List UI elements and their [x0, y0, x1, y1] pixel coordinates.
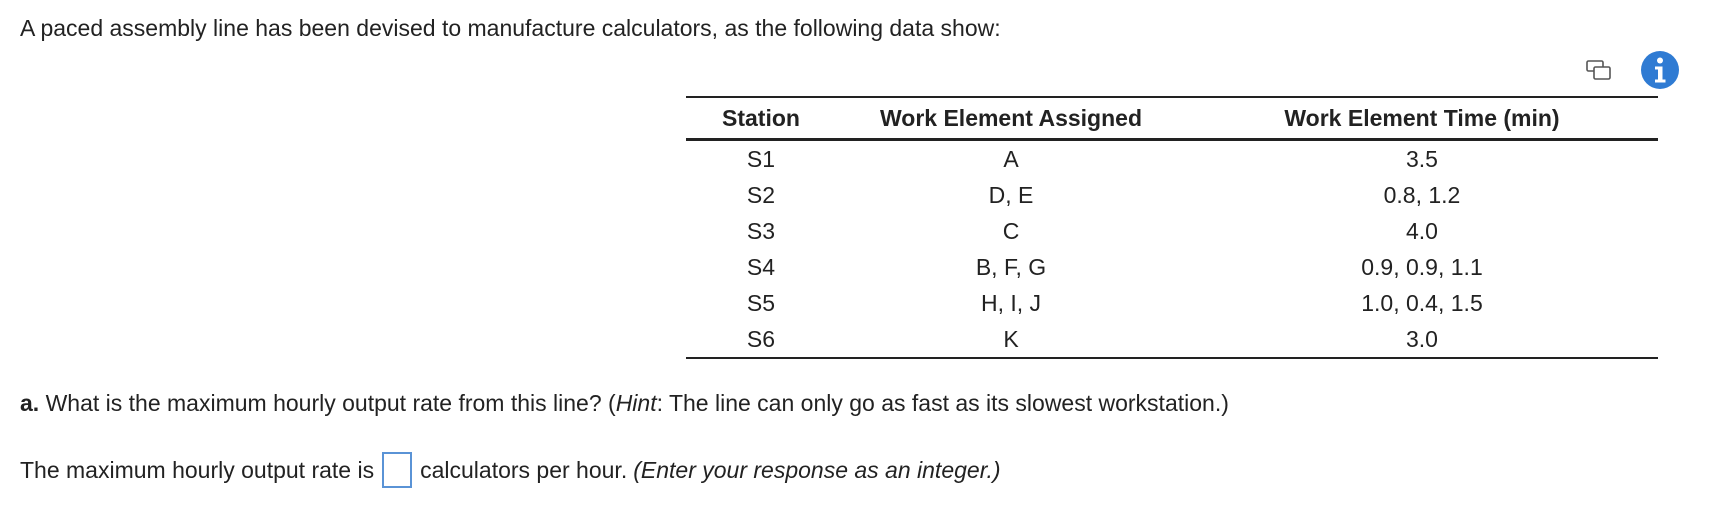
info-icon[interactable]	[1640, 50, 1680, 90]
work-element-cell: K	[836, 321, 1186, 358]
question-part-a	[20, 388, 1229, 418]
work-time-cell: 3.0	[1186, 321, 1658, 358]
station-cell: S3	[746, 217, 776, 244]
header-work-element-time: Work Element Time (min)	[1186, 97, 1658, 140]
work-element-cell: H, I, J	[980, 289, 1042, 316]
work-time-cell: 0.9, 0.9, 1.1	[1361, 253, 1483, 280]
problem-intro-text: A paced assembly line has been devised to manufacture calculators, as the following data show:	[20, 15, 1001, 41]
station-cell: S2	[746, 181, 776, 208]
question-part-label: a.	[20, 390, 40, 416]
copy-to-clipboard-icon[interactable]	[1586, 60, 1612, 82]
station-cell: S5	[746, 289, 776, 316]
answer-suffix: calculators per hour.	[420, 457, 628, 483]
work-time-cell: 4.0	[1406, 217, 1438, 244]
hint-word: Hint	[615, 390, 657, 416]
answer-input[interactable]	[382, 452, 412, 488]
question-text: What is the maximum hourly output rate from this line? (	[39, 390, 616, 416]
hint-text: : The line can only go as fast as its slowest workstation.)	[656, 390, 1229, 416]
table-row	[686, 285, 1658, 321]
station-work-element-table	[686, 96, 1658, 359]
table-row	[686, 177, 1658, 213]
answer-prefix: The maximum hourly output rate is	[20, 457, 375, 483]
work-time-cell: 3.5	[1406, 145, 1438, 172]
work-time-cell: 0.8, 1.2	[1383, 181, 1461, 208]
station-cell: S1	[746, 145, 776, 172]
header-work-element-assigned: Work Element Assigned	[836, 97, 1186, 140]
work-element-cell: D, E	[988, 181, 1034, 208]
header-station: Station	[686, 97, 836, 140]
work-time-cell: 1.0, 0.4, 1.5	[1361, 289, 1483, 316]
table-row	[686, 213, 1658, 249]
table-toolbar	[1574, 48, 1684, 92]
table-row	[686, 249, 1658, 285]
work-element-cell: C	[1002, 217, 1020, 244]
work-element-cell: A	[1003, 145, 1019, 172]
station-cell: S4	[746, 253, 776, 280]
table-header-row	[686, 97, 1658, 140]
table-row	[686, 321, 1658, 358]
work-element-cell: B, F, G	[975, 253, 1047, 280]
station-cell: S6	[686, 321, 836, 358]
answer-format-note: (Enter your response as an integer.)	[633, 457, 1001, 483]
table-row	[686, 140, 1658, 178]
answer-line	[20, 452, 1001, 488]
